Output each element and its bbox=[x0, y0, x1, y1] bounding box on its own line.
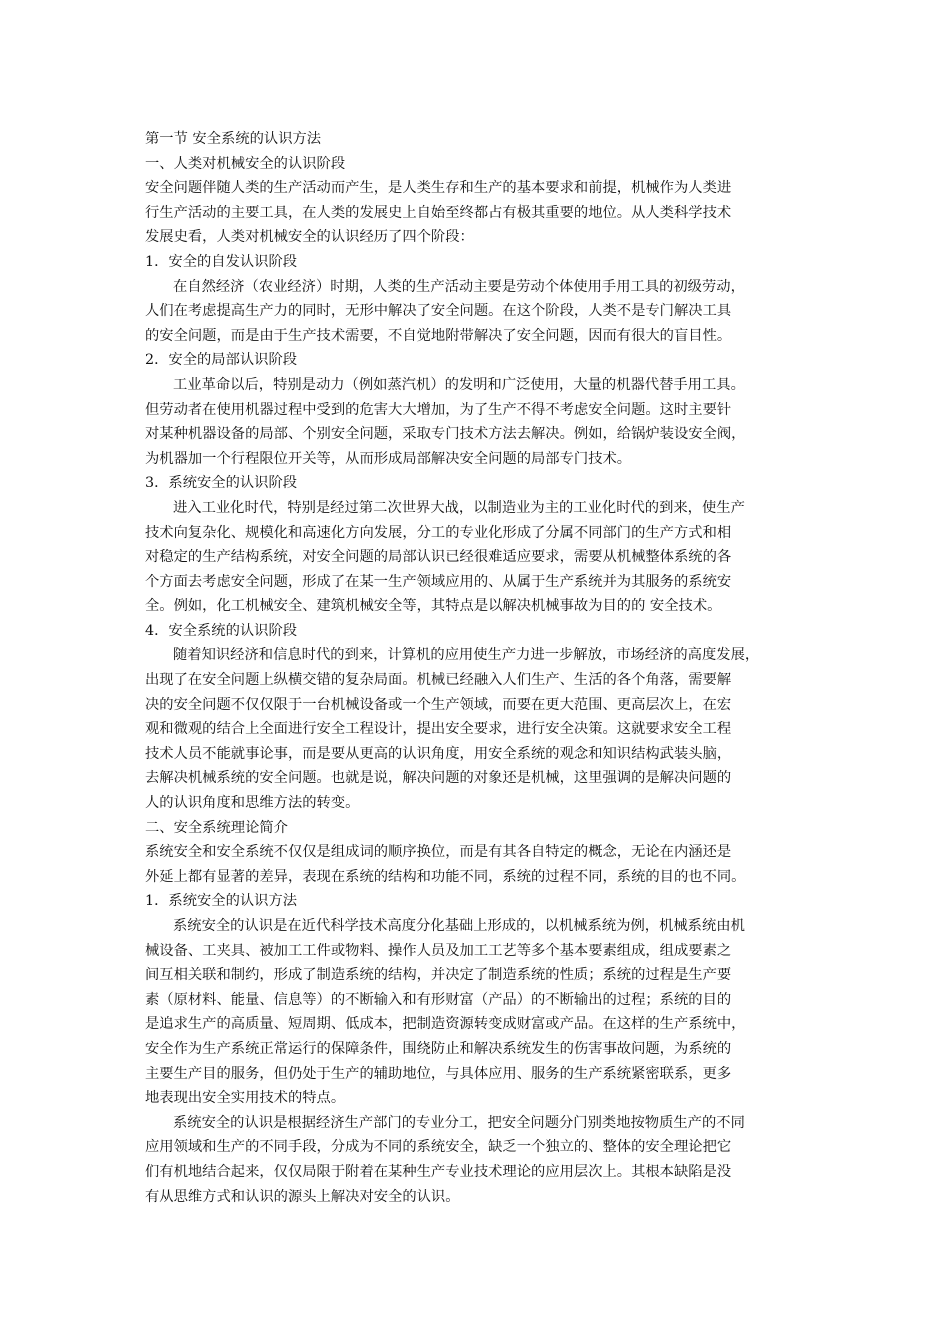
text-line: 个方面去考虑安全问题，形成了在某一生产领域应用的、从属于生产系统并为其服务的系统安 bbox=[145, 573, 732, 590]
text-line: 械设备、工夹具、被加工工件或物料、操作人员及加工工艺等多个基本要素组成，组成要素之 bbox=[145, 942, 732, 959]
text-line: 是追求生产的高质量、短周期、低成本，把制造资源转变成财富或产品。在这样的生产系统中， bbox=[145, 1016, 746, 1033]
text-line: 主要生产目的服务，但仍处于生产的辅助地位，与具体应用、服务的生产系统紧密联系，更多 bbox=[145, 1065, 732, 1082]
text-line: 4．安全系统的认识阶段 bbox=[145, 622, 298, 639]
text-line: 对某种机器设备的局部、个别安全问题，采取专门技术方法去解决。例如，给锅炉装设安全阀， bbox=[145, 426, 746, 443]
text-line: 出现了在安全问题上纵横交错的复杂局面。机械已经融入人们生产、生活的各个角落，需要解 bbox=[145, 672, 732, 689]
text-line: 2．安全的局部认识阶段 bbox=[145, 352, 298, 369]
text-line: 对稳定的生产结构系统，对安全问题的局部认识已经很难适应要求，需要从机械整体系统的各 bbox=[145, 549, 732, 566]
text-line: 人们在考虑提高生产力的同时，无形中解决了安全问题。在这个阶段，人类不是专门解决工具 bbox=[145, 303, 732, 320]
text-line: 二、安全系统理论简介 bbox=[145, 819, 288, 836]
text-line: 1．系统安全的认识方法 bbox=[145, 893, 298, 910]
text-line: 第一节 安全系统的认识方法 bbox=[145, 131, 322, 147]
text-line: 的安全问题，而是由于生产技术需要，不自觉地附带解决了安全问题，因而有很大的盲目性。 bbox=[145, 327, 732, 344]
text-line: 为机器加一个行程限位开关等，从而形成局部解决安全问题的局部专门技术。 bbox=[145, 450, 632, 467]
text-line: 一、人类对机械安全的认识阶段 bbox=[145, 155, 346, 172]
text-line: 技术向复杂化、规模化和高速化方向发展，分工的专业化形成了分属不同部门的生产方式和相 bbox=[145, 524, 732, 541]
text-line: 间互相关联和制约，形成了制造系统的结构，并决定了制造系统的性质；系统的过程是生产要 bbox=[145, 967, 732, 984]
document-body bbox=[145, 127, 810, 1209]
text-line: 外延上都有显著的差异，表现在系统的结构和功能不同，系统的过程不同，系统的目的也不同。 bbox=[145, 868, 746, 885]
text-line: 素（原材料、能量、信息等）的不断输入和有形财富（产品）的不断输出的过程；系统的目的 bbox=[145, 991, 732, 1008]
text-line: 行生产活动的主要工具，在人类的发展史上自始至终都占有极其重要的地位。从人类科学技术 bbox=[145, 204, 732, 221]
text-line: 工业革命以后，特别是动力（例如蒸汽机）的发明和广泛使用，大量的机器代替手用工具。 bbox=[173, 376, 745, 393]
text-line: 有从思维方式和认识的源头上解决对安全的认识。 bbox=[145, 1188, 460, 1205]
text-line: 们有机地结合起来，仅仅局限于附着在某种生产专业技术理论的应用层次上。其根本缺陷是没 bbox=[145, 1163, 732, 1180]
text-line: 在自然经济（农业经济）时期，人类的生产活动主要是劳动个体使用手用工具的初级劳动， bbox=[173, 278, 745, 295]
text-line: 决的安全问题不仅仅限于一台机械设备或一个生产领域，而要在更大范围、更高层次上，在宏 bbox=[145, 696, 732, 713]
text-line: 但劳动者在使用机器过程中受到的危害大大增加，为了生产不得不考虑安全问题。这时主要针 bbox=[145, 401, 732, 418]
text-line: 发展史看，人类对机械安全的认识经历了四个阶段： bbox=[145, 229, 474, 246]
text-line: 系统安全的认识是根据经济生产部门的专业分工，把安全问题分门别类地按物质生产的不同 bbox=[173, 1114, 745, 1131]
text-line: 观和微观的结合上全面进行安全工程设计，提出安全要求，进行安全决策。这就要求安全工程 bbox=[145, 721, 732, 738]
text-line: 安全问题伴随人类的生产活动而产生，是人类生存和生产的基本要求和前提，机械作为人类进 bbox=[145, 180, 732, 197]
text-line: 全。例如，化工机械安全、建筑机械安全等，其特点是以解决机械事故为目的的 安全技术。 bbox=[145, 598, 722, 615]
text-line: 地表现出安全实用技术的特点。 bbox=[145, 1090, 346, 1107]
text-line: 1．安全的自发认识阶段 bbox=[145, 253, 298, 270]
text-line: 技术人员不能就事论事，而是要从更高的认识角度，用安全系统的观念和知识结构武装头脑， bbox=[145, 745, 732, 762]
text-line: 安全作为生产系统正常运行的保障条件，围绕防止和解决系统发生的伤害事故问题，为系统的 bbox=[145, 1040, 732, 1057]
text-line: 进入工业化时代，特别是经过第二次世界大战，以制造业为主的工业化时代的到来，使生产 bbox=[173, 499, 745, 516]
text-line: 随着知识经济和信息时代的到来，计算机的应用使生产力进一步解放，市场经济的高度发展， bbox=[173, 647, 760, 664]
text-line: 去解决机械系统的安全问题。也就是说，解决问题的对象还是机械，这里强调的是解决问题的 bbox=[145, 770, 732, 787]
text-line: 应用领域和生产的不同手段，分成为不同的系统安全，缺乏一个独立的、整体的安全理论把它 bbox=[145, 1139, 732, 1156]
text-line: 系统安全的认识是在近代科学技术高度分化基础上形成的，以机械系统为例，机械系统由机 bbox=[173, 918, 745, 934]
text-line: 人的认识角度和思维方法的转变。 bbox=[145, 795, 360, 812]
text-line: 3．系统安全的认识阶段 bbox=[145, 475, 298, 492]
text-line: 系统安全和安全系统不仅仅是组成词的顺序换位，而是有其各自特定的概念，无论在内涵还是 bbox=[145, 844, 732, 861]
